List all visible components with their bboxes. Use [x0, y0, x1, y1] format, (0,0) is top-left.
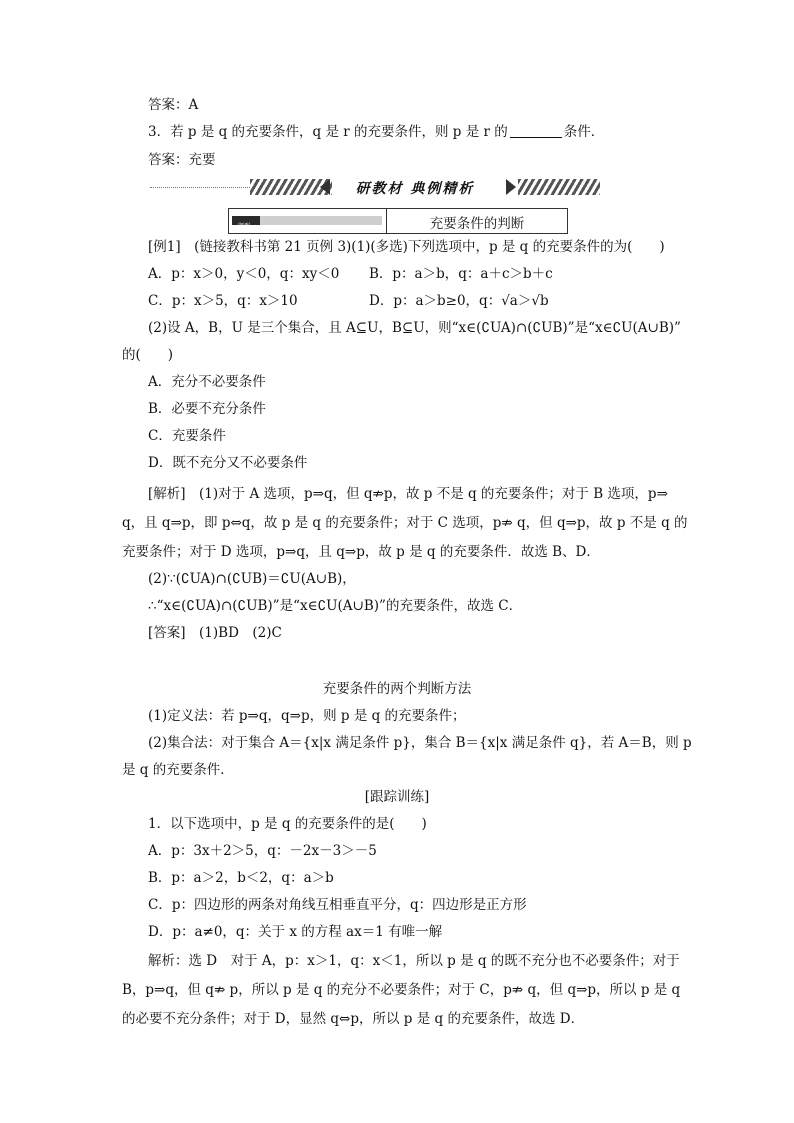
- question-3: [148, 123, 604, 141]
- practice-solution: 解析：选 D 对于 A，p：x＞1，q：x＜1，所以 p 是 q 的既不充分也不必要条件；对于: [148, 953, 680, 969]
- example-1-part-2: (2)设 A，B，U 是三个集合，且 A⊆U，B⊆U，则“x∈(∁UA)∩(∁UB)”是“x∈∁U(A∪B)”: [148, 320, 681, 336]
- method-title: 充要条件的两个判断方法: [322, 681, 472, 697]
- option-b: B．必要不充分条件: [148, 401, 266, 417]
- option-b: B．p：a＞2，b＜2，q：a＞b: [148, 870, 334, 886]
- banner-stripe-right: [518, 179, 600, 195]
- example-1-part-2-cont: 的( ): [122, 347, 174, 363]
- arrow-right-icon: [506, 179, 516, 195]
- option-c: C．p：四边形的两条对角线互相垂直平分，q：四边形是正方形: [148, 897, 527, 913]
- practice-title: [跟踪训练]: [364, 789, 430, 805]
- option-d: D．p：a＞b≥0，q：√a＞√b: [369, 293, 549, 309]
- solution-line: [解析] (1)对于 A 选项，p⇒q，但 q⇏p，故 p 不是 q 的充要条件；对于 B 选项，p⇒: [148, 486, 668, 502]
- banner-title: 研教材 典例精析: [355, 181, 475, 197]
- option-a: A．充分不必要条件: [148, 374, 266, 390]
- practice-solution: B，p⇒q，但 q⇏ p，所以 p 是 q 的充分不必要条件；对于 C，p⇏ q，但 q⇒p，所以 p 是 q: [122, 982, 681, 998]
- method-line: 是 q 的充要条件．: [122, 762, 234, 778]
- solution-line: ∴“x∈(∁UA)∩(∁UB)”是“x∈∁U(A∪B)”的充要条件，故选 C．: [148, 598, 523, 614]
- question-3-text: 3．若 p 是 q 的充要条件，q 是 r 的充要条件，则 p 是 r 的: [148, 124, 508, 140]
- answer-line: 答案：充要: [148, 152, 216, 168]
- method-line: (1)定义法：若 p⇒q，q⇒p，则 p 是 q 的充要条件；: [148, 708, 466, 724]
- option-d: D．既不充分又不必要条件: [148, 455, 308, 471]
- question-3-end: 条件．: [563, 124, 605, 140]
- option-a: A．p：3x＋2＞5，q：－2x－3＞－5: [148, 843, 377, 859]
- option-d: D．p：a≠0，q：关于 x 的方程 ax＝1 有唯一解: [148, 924, 443, 940]
- arrow-left-icon: [320, 179, 330, 195]
- section-banner: [150, 176, 600, 200]
- option-a: A．p：x＞0，y＜0，q：xy＜0: [148, 266, 340, 282]
- answer-line: 答案：A: [148, 97, 199, 113]
- practice-question: 1．以下选项中，p 是 q 的充要条件的是( ): [148, 816, 427, 832]
- solution-line: q，且 q⇒p，即 p⇔q，故 p 是 q 的充要条件；对于 C 选项，p⇏ q，但 q⇒p，故 p 不是 q 的: [122, 515, 688, 531]
- option-c: C．p：x＞5，q：x＞10: [148, 293, 298, 309]
- practice-solution: 的必要不充分条件；对于 D，显然 q⇔p，所以 p 是 q 的充要条件，故选 D．: [122, 1011, 585, 1027]
- answer-line: [答案] (1)BD (2)C: [148, 625, 282, 641]
- topic-box: [228, 208, 568, 234]
- fill-blank: [510, 125, 562, 138]
- topic-tag-text: 题型一: [238, 223, 257, 230]
- solution-line: (2)∵(∁UA)∩(∁UB)＝∁U(A∪B)，: [148, 571, 356, 587]
- method-line: (2)集合法：对于集合 A＝{x|x 满足条件 p}，集合 B＝{x|x 满足条件 q}，若 A＝B，则 p: [148, 735, 692, 751]
- dotted-rule: [150, 187, 250, 188]
- solution-line: 充要条件；对于 D 选项，p⇒q，且 q⇒p，故 p 是 q 的充要条件．故选 B、D．: [122, 544, 600, 560]
- example-1: [例1] (链接教科书第 21 页例 3)(1)(多选)下列选项中，p 是 q 的充要条件的为( ): [148, 239, 665, 255]
- option-c: C．充要条件: [148, 428, 226, 444]
- option-b: B．p：a＞b，q：a＋c＞b＋c: [369, 266, 553, 282]
- topic-label: 充要条件的判断: [429, 216, 525, 232]
- topic-tag: [232, 216, 382, 230]
